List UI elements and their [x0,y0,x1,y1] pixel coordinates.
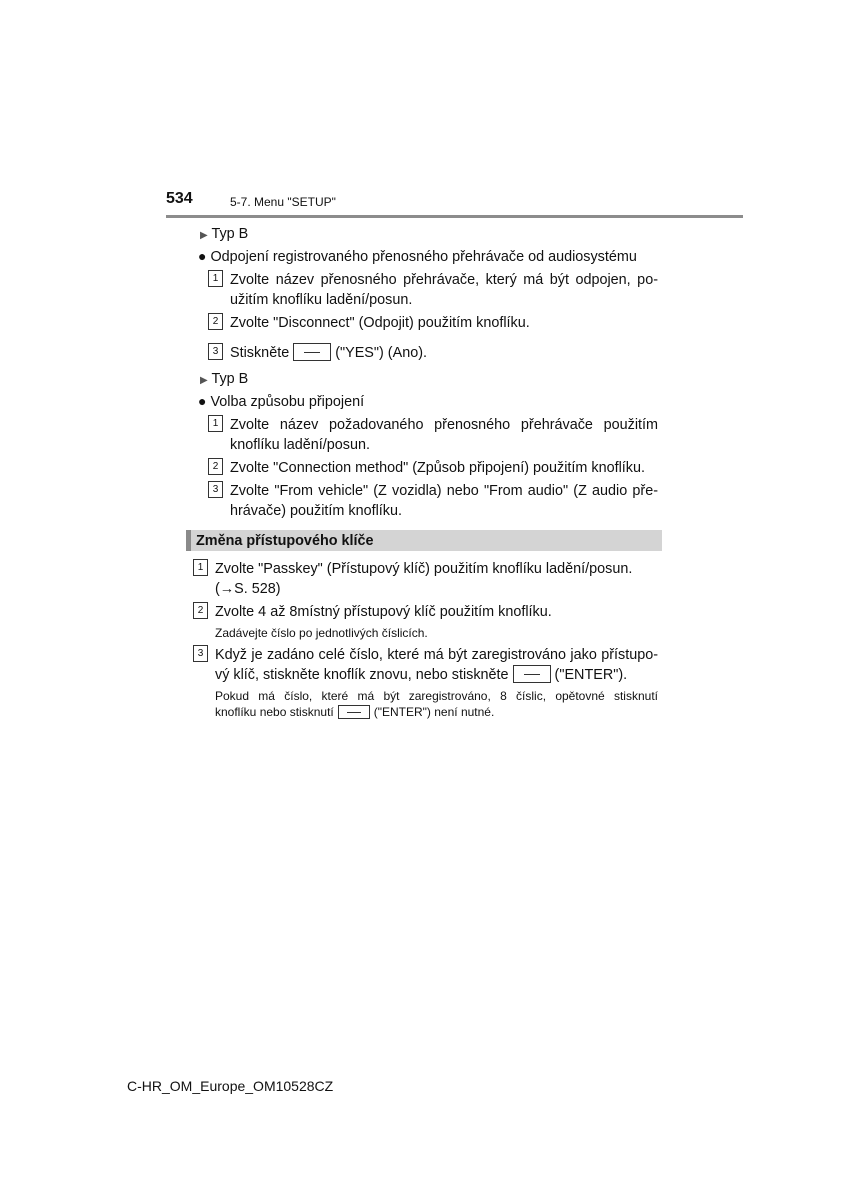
step-number-2: 2 [208,458,223,475]
step-text: Zvolte "Disconnect" (Odpojit) použitím knoflíku. [230,315,530,331]
page-number: 534 [166,190,193,207]
triangle-icon: ▶ [200,230,208,241]
step-text-cont: hrávače) použitím knoflíku. [230,503,402,519]
step-number-2: 2 [193,602,208,619]
step-note-cont: knoflíku nebo stisknutí ("ENTER") není nutné. [215,705,495,719]
section-title: 5-7. Menu "SETUP" [230,195,336,209]
bullet-icon: ● [198,248,207,264]
step-text: Stiskněte ("YES") (Ano). [230,345,427,361]
step-note: Pokud má číslo, které má být zaregistrováno, 8 číslic, opětovné stisknutí [215,689,658,703]
step-note: Zadávejte číslo po jednotlivých číslicích. [215,626,428,640]
yes-button-icon [293,343,331,361]
step-number-3: 3 [193,645,208,662]
step-text: Zvolte 4 až 8místný přístupový klíč použitím knoflíku. [215,604,552,620]
step-number-3: 3 [208,481,223,498]
enter-button-icon [338,705,370,719]
document-code: C-HR_OM_Europe_OM10528CZ [127,1078,334,1094]
bullet-icon: ● [198,393,207,409]
bullet-connection: ● Volba způsobu připojení [198,393,365,410]
step-text-cont: (→S. 528) [215,581,281,597]
step-text-cont: knoflíku ladění/posun. [230,437,371,453]
triangle-icon: ▶ [200,375,208,386]
step-text-cont: užitím knoflíku ladění/posun. [230,292,413,308]
step-text: Zvolte "Passkey" (Přístupový klíč) použitím knoflíku ladění/posun. [215,561,633,577]
step-text: Když je zadáno celé číslo, které má být zaregistrováno jako přístupo- [215,647,658,663]
subheading-title: Změna přístupového klíče [196,533,374,549]
step-number-1: 1 [208,270,223,287]
step-text: Zvolte název přenosného přehrávače, který má být odpojen, po- [230,272,658,288]
bullet-disconnect: ● Odpojení registrovaného přenosného přehrávače od audiosystému [198,248,637,265]
step-text-cont: vý klíč, stiskněte knoflík znovu, nebo stiskněte ("ENTER"). [215,667,628,683]
step-text: Zvolte "Connection method" (Způsob připojení) použitím knoflíku. [230,460,645,476]
step-number-1: 1 [193,559,208,576]
step-number-1: 1 [208,415,223,432]
type-b-label-1: ▶ Typ B [200,226,249,242]
step-number-2: 2 [208,313,223,330]
header-divider [166,215,743,218]
step-number-3: 3 [208,343,223,360]
step-text: Zvolte název požadovaného přenosného přehrávače použitím [230,417,658,433]
enter-button-icon [513,665,551,683]
step-text: Zvolte "From vehicle" (Z vozidla) nebo "From audio" (Z audio pře- [230,483,658,499]
type-b-label-2: ▶ Typ B [200,371,249,387]
